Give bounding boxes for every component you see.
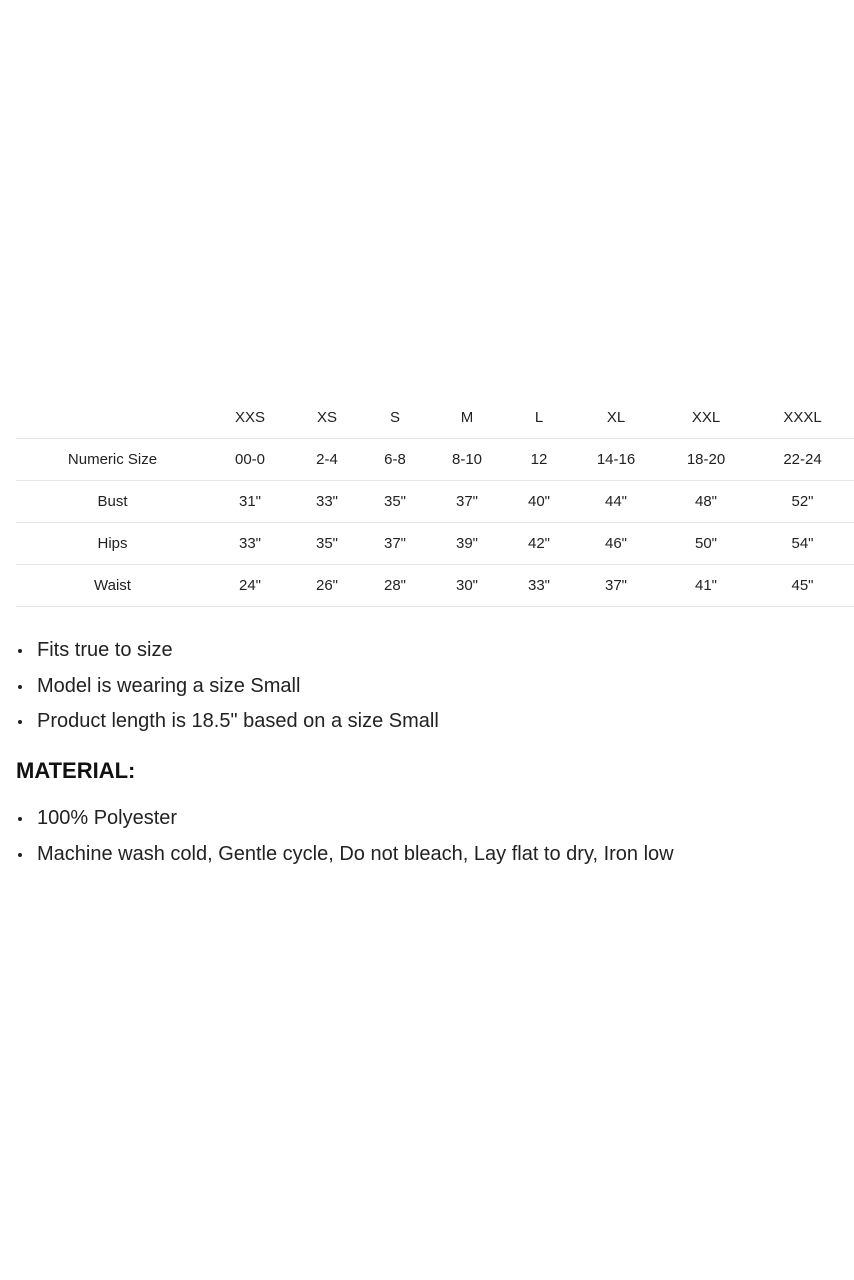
row-label: Hips [16, 523, 209, 565]
table-cell: 14-16 [571, 439, 661, 481]
table-row [16, 481, 854, 523]
header-cell-xl: XL [571, 397, 661, 439]
table-cell: 33" [209, 523, 291, 565]
table-cell: 50" [661, 523, 751, 565]
bullet-icon [18, 853, 22, 857]
row-label: Numeric Size [16, 439, 209, 481]
table-cell: 45" [751, 565, 854, 607]
size-chart-table [16, 397, 854, 607]
bullet-icon [18, 720, 22, 724]
table-cell: 44" [571, 481, 661, 523]
table-cell: 2-4 [291, 439, 363, 481]
list-item-text: Product length is 18.5" based on a size Small [37, 710, 439, 732]
table-cell: 28" [363, 565, 427, 607]
table-cell: 41" [661, 565, 751, 607]
table-cell: 30" [427, 565, 507, 607]
table-cell: 00-0 [209, 439, 291, 481]
table-cell: 40" [507, 481, 571, 523]
material-list [16, 801, 836, 872]
table-cell: 8-10 [427, 439, 507, 481]
table-cell: 33" [291, 481, 363, 523]
table-cell: 33" [507, 565, 571, 607]
table-cell: 24" [209, 565, 291, 607]
list-item [16, 704, 836, 740]
table-cell: 48" [661, 481, 751, 523]
header-cell-l: L [507, 397, 571, 439]
header-cell-xxxl: XXXL [751, 397, 854, 439]
table-cell: 52" [751, 481, 854, 523]
table-cell: 37" [571, 565, 661, 607]
table-cell: 26" [291, 565, 363, 607]
material-heading: MATERIAL: [16, 758, 136, 783]
list-item [16, 837, 836, 873]
header-cell-s: S [363, 397, 427, 439]
list-item [16, 801, 836, 837]
fit-notes-list [16, 633, 836, 740]
table-cell: 54" [751, 523, 854, 565]
row-label: Bust [16, 481, 209, 523]
list-item-text: Machine wash cold, Gentle cycle, Do not bleach, Lay flat to dry, Iron low [37, 842, 674, 865]
bullet-icon [18, 649, 22, 653]
header-cell-blank [16, 397, 209, 439]
header-cell-m: M [427, 397, 507, 439]
table-cell: 31" [209, 481, 291, 523]
bullet-icon [18, 685, 22, 689]
table-cell: 35" [363, 481, 427, 523]
table-row [16, 565, 854, 607]
list-item-text: 100% Polyester [37, 807, 178, 829]
bullet-icon [18, 817, 22, 821]
table-cell: 37" [363, 523, 427, 565]
list-item-text: Model is wearing a size Small [37, 674, 301, 697]
table-cell: 6-8 [363, 439, 427, 481]
table-cell: 35" [291, 523, 363, 565]
table-row [16, 523, 854, 565]
table-cell: 18-20 [661, 439, 751, 481]
header-cell-xxl: XXL [661, 397, 751, 439]
table-cell: 22-24 [751, 439, 854, 481]
header-cell-xs: XS [291, 397, 363, 439]
table-cell: 12 [507, 439, 571, 481]
table-cell: 42" [507, 523, 571, 565]
table-cell: 46" [571, 523, 661, 565]
list-item-text: Fits true to size [37, 639, 173, 661]
size-chart-header-row [16, 397, 854, 439]
row-label: Waist [16, 565, 209, 607]
table-row [16, 439, 854, 481]
list-item [16, 669, 836, 705]
list-item [16, 633, 836, 669]
header-cell-xxs: XXS [209, 397, 291, 439]
table-cell: 39" [427, 523, 507, 565]
table-cell: 37" [427, 481, 507, 523]
